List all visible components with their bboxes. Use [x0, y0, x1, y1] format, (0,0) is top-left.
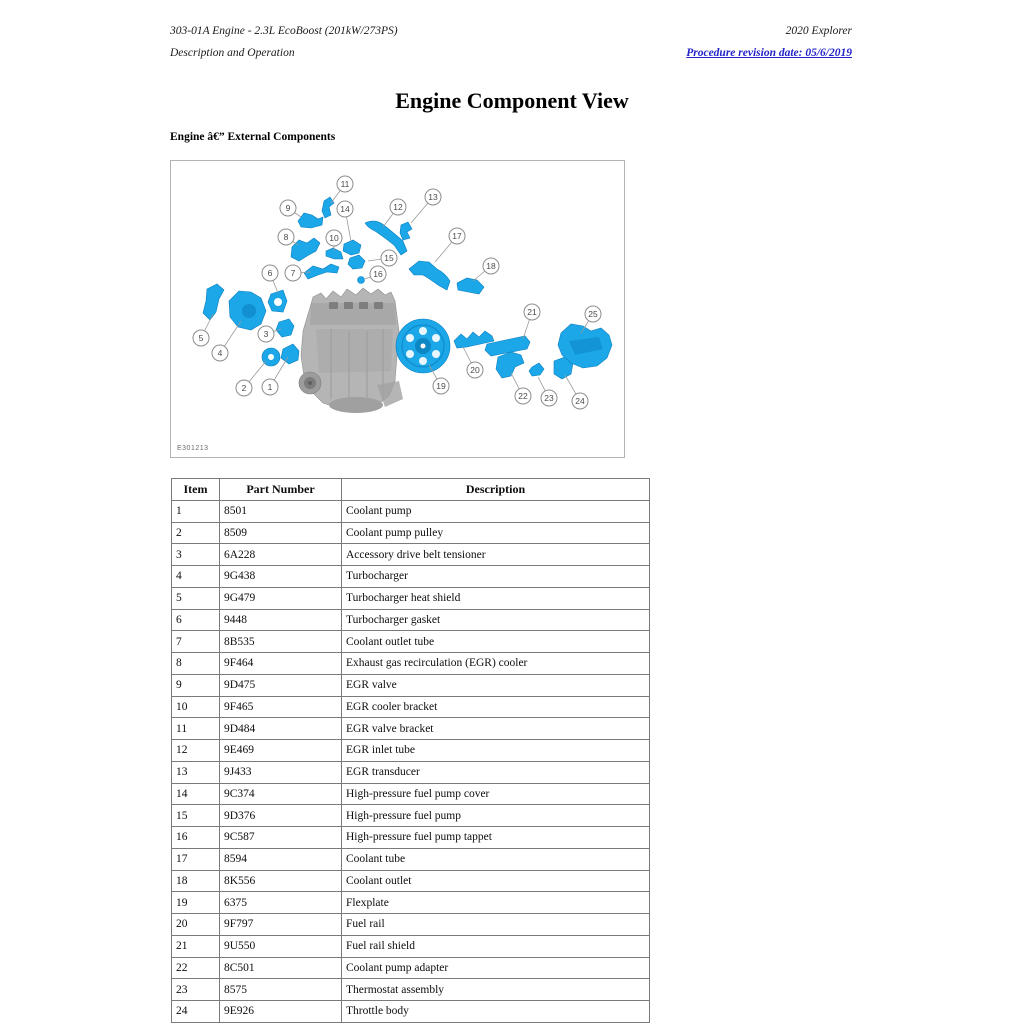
- item-cell: 15: [172, 805, 220, 827]
- part-number-cell: 9F464: [220, 653, 342, 675]
- callout-20: [463, 347, 483, 378]
- part-number-cell: 8501: [220, 500, 342, 522]
- part-number-cell: 9E926: [220, 1001, 342, 1023]
- svg-text:19: 19: [436, 381, 446, 391]
- item-cell: 21: [172, 935, 220, 957]
- table-row: [172, 761, 650, 783]
- table-row: [172, 892, 650, 914]
- item-cell: 1: [172, 500, 220, 522]
- column-header-description: Description: [342, 479, 650, 501]
- svg-text:21: 21: [527, 307, 537, 317]
- item-cell: 6: [172, 609, 220, 631]
- callout-18: [473, 258, 499, 281]
- item-cell: 8: [172, 653, 220, 675]
- item-cell: 23: [172, 979, 220, 1001]
- item-cell: 19: [172, 892, 220, 914]
- item-cell: 2: [172, 522, 220, 544]
- callout-15: [368, 250, 397, 266]
- callout-8: [278, 229, 298, 245]
- svg-text:2: 2: [241, 383, 247, 393]
- svg-text:11: 11: [340, 179, 350, 189]
- description-cell: EGR valve: [342, 674, 650, 696]
- item-cell: 17: [172, 848, 220, 870]
- svg-text:6: 6: [267, 268, 273, 278]
- header-left: [170, 20, 398, 64]
- part-number-cell: 9J433: [220, 761, 342, 783]
- table-header-row: [172, 479, 650, 501]
- svg-text:8: 8: [283, 232, 289, 242]
- svg-text:7: 7: [290, 268, 296, 278]
- callout-10: [326, 230, 342, 251]
- svg-text:25: 25: [588, 309, 598, 319]
- description-cell: High-pressure fuel pump tappet: [342, 827, 650, 849]
- part-number-cell: 9C587: [220, 827, 342, 849]
- description-cell: Turbocharger: [342, 566, 650, 588]
- table-row: [172, 1001, 650, 1023]
- svg-text:13: 13: [428, 192, 438, 202]
- table-row: [172, 848, 650, 870]
- svg-text:1: 1: [267, 382, 273, 392]
- doc-subtitle: Description and Operation: [170, 47, 295, 59]
- description-cell: Coolant pump pulley: [342, 522, 650, 544]
- svg-text:3: 3: [263, 329, 269, 339]
- description-cell: EGR transducer: [342, 761, 650, 783]
- item-cell: 14: [172, 783, 220, 805]
- item-cell: 9: [172, 674, 220, 696]
- callout-13: [411, 189, 441, 223]
- table-row: [172, 587, 650, 609]
- callout-24: [565, 375, 588, 409]
- part-number-cell: 6375: [220, 892, 342, 914]
- item-cell: 4: [172, 566, 220, 588]
- description-cell: EGR valve bracket: [342, 718, 650, 740]
- table-row: [172, 631, 650, 653]
- part-number-cell: 6A228: [220, 544, 342, 566]
- item-cell: 16: [172, 827, 220, 849]
- table-row: [172, 653, 650, 675]
- svg-text:5: 5: [198, 333, 204, 343]
- part-number-cell: 8C501: [220, 957, 342, 979]
- description-cell: Coolant outlet tube: [342, 631, 650, 653]
- description-cell: Flexplate: [342, 892, 650, 914]
- svg-text:18: 18: [486, 261, 496, 271]
- svg-text:23: 23: [544, 393, 554, 403]
- table-row: [172, 827, 650, 849]
- table-row: [172, 544, 650, 566]
- part-number-cell: 9G479: [220, 587, 342, 609]
- part-number-cell: 9G438: [220, 566, 342, 588]
- table-row: [172, 957, 650, 979]
- procedure-revision-link[interactable]: Procedure revision date: 05/6/2019: [686, 47, 852, 59]
- description-cell: Coolant outlet: [342, 870, 650, 892]
- table-row: [172, 914, 650, 936]
- callout-21: [523, 304, 540, 339]
- engine-diagram-svg: [171, 161, 624, 457]
- callout-12: [383, 199, 406, 227]
- engine-block-illustration: [299, 288, 403, 413]
- item-cell: 20: [172, 914, 220, 936]
- part-number-cell: 9D484: [220, 718, 342, 740]
- item-cell: 7: [172, 631, 220, 653]
- item-cell: 13: [172, 761, 220, 783]
- page-title: Engine Component View: [395, 88, 629, 113]
- description-cell: Coolant pump adapter: [342, 957, 650, 979]
- engine-exploded-diagram: [170, 160, 625, 458]
- description-cell: Thermostat assembly: [342, 979, 650, 1001]
- part-number-cell: 9F465: [220, 696, 342, 718]
- table-row: [172, 718, 650, 740]
- description-cell: Throttle body: [342, 1001, 650, 1023]
- callout-23: [538, 377, 557, 406]
- callout-11: [331, 176, 353, 203]
- item-cell: 10: [172, 696, 220, 718]
- table-row: [172, 522, 650, 544]
- part-number-cell: 8575: [220, 979, 342, 1001]
- part-number-cell: 9C374: [220, 783, 342, 805]
- vehicle-name: 2020 Explorer: [785, 25, 852, 37]
- table-row: [172, 674, 650, 696]
- item-cell: 11: [172, 718, 220, 740]
- engine-parts-illustration: [203, 197, 612, 379]
- item-cell: 22: [172, 957, 220, 979]
- svg-text:10: 10: [329, 233, 339, 243]
- callout-6: [262, 265, 278, 293]
- section-heading: Engine â€” External Components: [170, 131, 336, 143]
- callout-16: [365, 266, 386, 282]
- table-row: [172, 805, 650, 827]
- parts-table: [171, 478, 650, 1023]
- part-number-cell: 8B535: [220, 631, 342, 653]
- item-cell: 5: [172, 587, 220, 609]
- description-cell: Coolant tube: [342, 848, 650, 870]
- table-row: [172, 740, 650, 762]
- part-number-cell: 9D376: [220, 805, 342, 827]
- item-cell: 3: [172, 544, 220, 566]
- svg-text:20: 20: [470, 365, 480, 375]
- description-cell: EGR inlet tube: [342, 740, 650, 762]
- item-cell: 24: [172, 1001, 220, 1023]
- figure-code: E301213: [177, 445, 209, 452]
- svg-text:17: 17: [452, 231, 462, 241]
- table-row: [172, 935, 650, 957]
- svg-text:9: 9: [285, 203, 291, 213]
- part-number-cell: 9F797: [220, 914, 342, 936]
- svg-text:4: 4: [217, 348, 223, 358]
- part-number-cell: 8594: [220, 848, 342, 870]
- item-cell: 18: [172, 870, 220, 892]
- description-cell: Fuel rail: [342, 914, 650, 936]
- description-cell: High-pressure fuel pump cover: [342, 783, 650, 805]
- table-row: [172, 783, 650, 805]
- svg-text:15: 15: [384, 253, 394, 263]
- svg-text:12: 12: [393, 202, 403, 212]
- item-cell: 12: [172, 740, 220, 762]
- header-right: [686, 20, 852, 64]
- description-cell: Turbocharger gasket: [342, 609, 650, 631]
- table-row: [172, 696, 650, 718]
- part-number-cell: 8509: [220, 522, 342, 544]
- part-number-cell: 8K556: [220, 870, 342, 892]
- description-cell: Exhaust gas recirculation (EGR) cooler: [342, 653, 650, 675]
- callout-2: [236, 361, 266, 396]
- table-row: [172, 609, 650, 631]
- table-row: [172, 566, 650, 588]
- callout-9: [280, 200, 301, 217]
- part-number-cell: 9448: [220, 609, 342, 631]
- part-number-cell: 9D475: [220, 674, 342, 696]
- table-row: [172, 870, 650, 892]
- callout-17: [435, 228, 465, 262]
- svg-text:14: 14: [340, 204, 350, 214]
- callout-22: [511, 373, 531, 404]
- column-header-item: Item: [172, 479, 220, 501]
- table-row: [172, 979, 650, 1001]
- callout-4: [212, 321, 241, 361]
- description-cell: Coolant pump: [342, 500, 650, 522]
- description-cell: Turbocharger heat shield: [342, 587, 650, 609]
- description-cell: EGR cooler bracket: [342, 696, 650, 718]
- doc-title: 303-01A Engine - 2.3L EcoBoost (201kW/273PS): [170, 25, 398, 37]
- svg-text:24: 24: [575, 396, 585, 406]
- description-cell: Fuel rail shield: [342, 935, 650, 957]
- part-number-cell: 9U550: [220, 935, 342, 957]
- svg-text:22: 22: [518, 391, 528, 401]
- table-row: [172, 500, 650, 522]
- svg-text:16: 16: [373, 269, 383, 279]
- description-cell: High-pressure fuel pump: [342, 805, 650, 827]
- description-cell: Accessory drive belt tensioner: [342, 544, 650, 566]
- part-number-cell: 9E469: [220, 740, 342, 762]
- column-header-part-number: Part Number: [220, 479, 342, 501]
